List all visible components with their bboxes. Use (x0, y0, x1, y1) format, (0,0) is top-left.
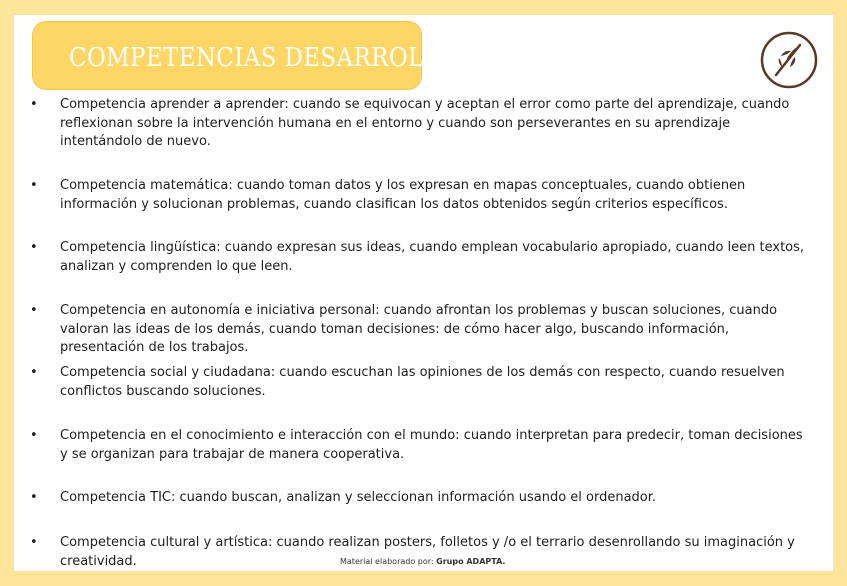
competency-text: Competencia lingüística: cuando expresan sus ideas, cuando emplean vocabulario apropiado, cuando leen textos, analizan y comprenden lo que leen. (60, 240, 805, 274)
page-title: COMPETENCIAS DESARROLLADAS (69, 43, 509, 73)
bullet-icon: • (30, 97, 38, 112)
competency-text: Competencia matemática: cuando toman datos y los expresan en mapas conceptuales, cuando obtienen información y solucionan problemas, cuando clasifican los datos obtenidos según criterios específicos. (60, 178, 746, 212)
bullet-icon: • (30, 365, 38, 380)
footer-prefix: Material elaborado por: (340, 557, 434, 566)
competency-text: Competencia aprender a aprender: cuando se equivocan y aceptan el error como parte del aprendizaje, cuando reflexionan sobre la intervención humana en el entorno y cuando son perseverantes en su aprendizaje intentándolo de nuevo. (60, 97, 790, 149)
competency-text: Competencia social y ciudadana: cuando escuchan las opiniones de los demás con respecto, cuando resuelven conflictos buscando soluciones. (60, 365, 785, 399)
footer-credit (340, 557, 505, 566)
quill-pen-icon (760, 31, 818, 89)
competency-text: Competencia en autonomía e iniciativa personal: cuando afrontan los problemas y buscan soluciones, cuando valoran las ideas de los demás, cuando toman decisiones: de cómo hacer algo, buscando información, presentación de los trabajos. (60, 303, 778, 355)
bullet-icon: • (30, 490, 38, 505)
bullet-icon: • (30, 178, 38, 193)
bullet-icon: • (30, 303, 38, 318)
competency-text: Competencia en el conocimiento e interacción con el mundo: cuando interpretan para predecir, toman decisiones y se organizan para trabajar de manera cooperativa. (60, 428, 803, 462)
bullet-icon: • (30, 240, 38, 255)
title-banner (32, 21, 509, 90)
competency-text: Competencia TIC: cuando buscan, analizan y seleccionan información usando el ordenador. (60, 490, 657, 505)
bullet-icon: • (30, 428, 38, 443)
footer-author: Grupo ADAPTA. (436, 557, 506, 566)
bullet-icon: • (30, 535, 38, 550)
competency-text: Competencia cultural y artística: cuando realizan posters, folletos y /o el terrario desenrollando su imaginación y creatividad. (60, 535, 795, 569)
